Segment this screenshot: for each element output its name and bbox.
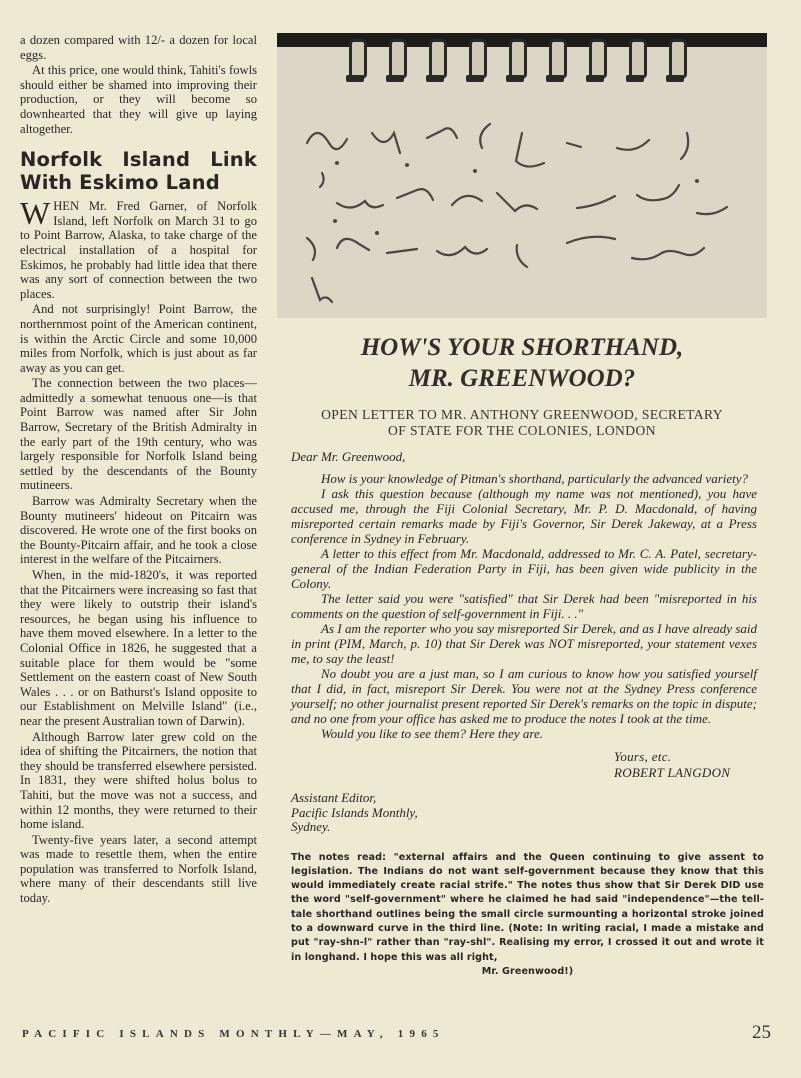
article-paragraph: Twenty-five years later, a second attempt was made to resettle them, when the entire population was transferred to Norfolk Island, where many of their descendants still live today. <box>20 832 257 906</box>
salutation: Dear Mr. Greenwood, <box>291 449 406 464</box>
left-column <box>20 33 257 907</box>
article-paragraph: Barrow was Admiralty Secretary when the Bounty mutineers' hideout on Pitcairn was discovered. He wrote one of the first books on the Bounty-Pitcairn affair, and he took a close interest in the welfare of the Pitcairners. <box>20 494 257 567</box>
signoff <box>614 749 767 781</box>
letter-paragraph: How is your knowledge of Pitman's shorthand, particularly the advanced variety? <box>321 471 749 486</box>
letter-paragraph: As I am the reporter who you say misreported Sir Derek, and as I have already said in print (PIM, March, p. 10) that Sir Derek was NOT misreported, your statement vexes me, to say the least! <box>291 621 757 666</box>
signature: ROBERT LANGDON <box>614 765 731 780</box>
notes-sign: Mr. Greenwood!) <box>481 965 574 977</box>
article-paragraph: WHEN Mr. Fred Garner, of Norfolk Island, left Norfolk on March 31 to go to Point Barrow, Alaska, to take charge of the electrical installation of a hospital for Eskimos, he probably had little idea that there was any sort of connection between the two places. <box>20 195 257 301</box>
article-title: HOW'S YOUR SHORTHAND, MR. GREENWOOD? <box>360 334 684 392</box>
article-paragraph: When, in the mid-1820's, it was reported that the Pitcairners were increasing so fast that they were likely to outstrip their island's resources, he began using his influence to have them moved elsewhere. In a letter to the Colonial Office in 1826, he suggested that a suitable place for them would be "some Settlement on the eastern coast of New South Wales . . . or on Bathurst's Island opposite to our Establishment on Melville Island" (i.e., near the present Australian town of Darwin). <box>20 568 257 728</box>
open-letter <box>291 449 757 741</box>
letter-paragraph: A letter to this effect from Mr. Macdonald, addressed to Mr. C. A. Patel, secretary-general of the Indian Federation Party in Fiji, has been given wide publicity in the Colony. <box>291 546 757 591</box>
right-column <box>277 33 767 979</box>
shorthand-outlines <box>277 73 767 318</box>
article-subtitle: OPEN LETTER TO MR. ANTHONY GREENWOOD, SECRETARY OF STATE FOR THE COLONIES, LONDON <box>321 407 723 438</box>
drop-cap: W <box>20 195 51 232</box>
page-footer: PACIFIC ISLANDS MONTHLY—MAY, 1965 <box>22 1028 445 1040</box>
article-paragraph: Although Barrow later grew cold on the idea of shifting the Pitcairners, the notion that they should be transferred elsewhere persisted. In 1831, they were shifted holus bolus to Tahiti, but the move was not a success, and within 12 months, they were returned to their home island. <box>20 729 257 832</box>
article-paragraph: The connection between the two places—admittedly a somewhat tenuous one—is that Point Barrow was named after Sir John Barrow, Secretary of the British Admiralty in the early part of the 19th century, who was largely responsible for Norfolk Island being settled by the descendants of the Bounty mutineers. <box>20 376 257 493</box>
editor-credit: Assistant Editor, Pacific Islands Monthly, Sydney. <box>291 790 418 834</box>
intro-paragraph: a dozen compared with 12/- a dozen for local eggs. <box>20 33 257 62</box>
letter-paragraph: No doubt you are a just man, so I am curious to know how you satisfied yourself that I did, in fact, misreport Sir Derek. You were not at the Sydney Press conference yourself; no other journalist present reported Sir Derek's remarks on the topic in dispute; and no one from your office has asked me to produce the notes I took at the time. <box>291 666 757 726</box>
article-paragraph: And not surprisingly! Point Barrow, the northernmost point of the American continent, is within the Arctic Circle and some 10,000 miles from Norfolk, which is just about as far away as you can get. <box>20 302 257 375</box>
article-headline: Norfolk Island Link With Eskimo Land <box>20 148 257 195</box>
letter-paragraph: Would you like to see them? Here they are. <box>321 726 544 741</box>
page-number: 25 <box>752 1022 771 1043</box>
closing: Yours, etc. <box>614 749 672 764</box>
shorthand-notebook-image <box>277 33 767 318</box>
intro-paragraph: At this price, one would think, Tahiti's fowls should either be shamed into improving their production, or they will become so downhearted that they will give up laying altogether. <box>20 63 257 136</box>
letter-paragraph: The letter said you were "satisfied" that Sir Derek had been "misreported in his comments on the question of self-government in Fiji. . ." <box>291 591 757 621</box>
shorthand-notes-explanation: The notes read: "external affairs and the Queen continuing to give assent to legislation. The Indians do not want self-government because they know that this would immediately create racial strife." The notes thus show that Sir Derek DID use the word "self-government" where he claimed he had said "independence"—the tell-tale shorthand outlines being the small circle surmounting a horizontal stroke joined to a downward curve in the third line. (Note: In writing racial, I made a mistake and put "ray-shn-l" rather than "ray-shl". Realising my error, I crossed it out and wrote it in longhand. I hope this was all right, Mr. Greenwood!) <box>291 851 764 980</box>
letter-paragraph: I ask this question because (although my name was not mentioned), you have accused me, through the Fiji Colonial Secretary, Mr. P. D. Macdonald, of having misreported certain remarks made by Fiji's Governor, Sir Derek Jakeway, at a Press conference in Sydney in February. <box>291 486 757 546</box>
